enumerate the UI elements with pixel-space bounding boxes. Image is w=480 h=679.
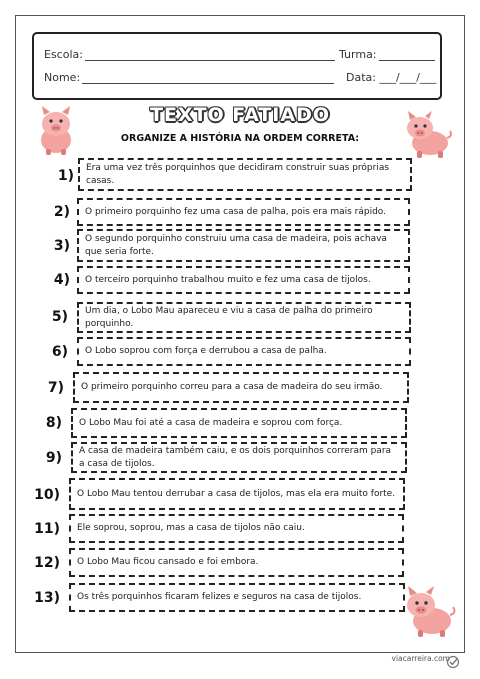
class-label: Turma: [339,48,377,61]
item-number: 5) [51,309,68,325]
story-card[interactable]: O primeiro porquinho fez uma casa de palha, pois era mais rápido. [77,198,410,226]
class-line[interactable] [379,48,435,61]
item-number: 13) [34,590,60,606]
story-card[interactable]: Um dia, o Lobo Mau apareceu e viu a casa de palha do primeiro porquinho. [77,302,411,333]
story-card[interactable]: O Lobo Mau tentou derrubar a casa de tijolos, mas ela era muito forte. [69,478,405,510]
date-field [346,71,436,84]
story-card[interactable]: Os três porquinhos ficaram felizes e seguros na casa de tijolos. [69,583,405,612]
story-card[interactable]: O Lobo Mau foi até a casa de madeira e soprou com força. [71,408,407,438]
story-card[interactable]: Era uma vez três porquinhos que decidiram construir suas próprias casas. [78,158,412,191]
story-card[interactable]: O Lobo Mau ficou cansado e foi embora. [69,548,404,577]
header-row-2 [44,71,437,89]
story-card[interactable]: O Lobo soprou com força e derrubou a casa de palha. [77,337,411,366]
item-number: 8) [45,415,62,431]
item-number: 11) [34,521,60,537]
date-label: Data: [346,71,376,84]
item-number: 7) [47,380,64,396]
school-label: Escola: [44,48,83,61]
worksheet-title: TEXTO FATIADO [149,104,330,126]
item-number: 1) [57,168,74,184]
name-label: Nome: [44,71,81,84]
student-info-box [32,32,442,100]
checkmark-logo-icon [446,655,460,669]
item-number: 6) [51,344,68,360]
item-number: 4) [53,272,70,288]
story-card[interactable]: O terceiro porquinho trabalhou muito e fez uma casa de tijolos. [77,266,410,294]
footer-site: viacarreira.com [391,654,450,663]
story-card[interactable]: A casa de madeira também caiu, e os dois porquinhos correram para a casa de tijolos. [71,442,407,473]
item-number: 12) [34,555,60,571]
date-blank[interactable]: ___/___/___ [379,71,437,84]
name-line[interactable] [82,71,334,84]
name-field [44,71,334,84]
class-field [339,48,435,61]
story-card[interactable]: O segundo porquinho construiu uma casa de madeira, pois achava que seria forte. [77,229,410,262]
school-field [44,48,335,61]
story-card[interactable]: Ele soprou, soprou, mas a casa de tijolos não caiu. [69,514,404,543]
pig-icon [402,583,458,639]
item-number: 10) [34,487,60,503]
story-card[interactable]: O primeiro porquinho correu para a casa de madeira do seu irmão. [73,372,409,403]
item-number: 9) [45,450,62,466]
header-row-1 [44,48,430,66]
item-number: 2) [53,204,70,220]
item-number: 3) [53,238,70,254]
instructions: ORGANIZE A HISTÓRIA NA ORDEM CORRETA: [120,133,360,144]
school-line[interactable] [85,48,335,61]
